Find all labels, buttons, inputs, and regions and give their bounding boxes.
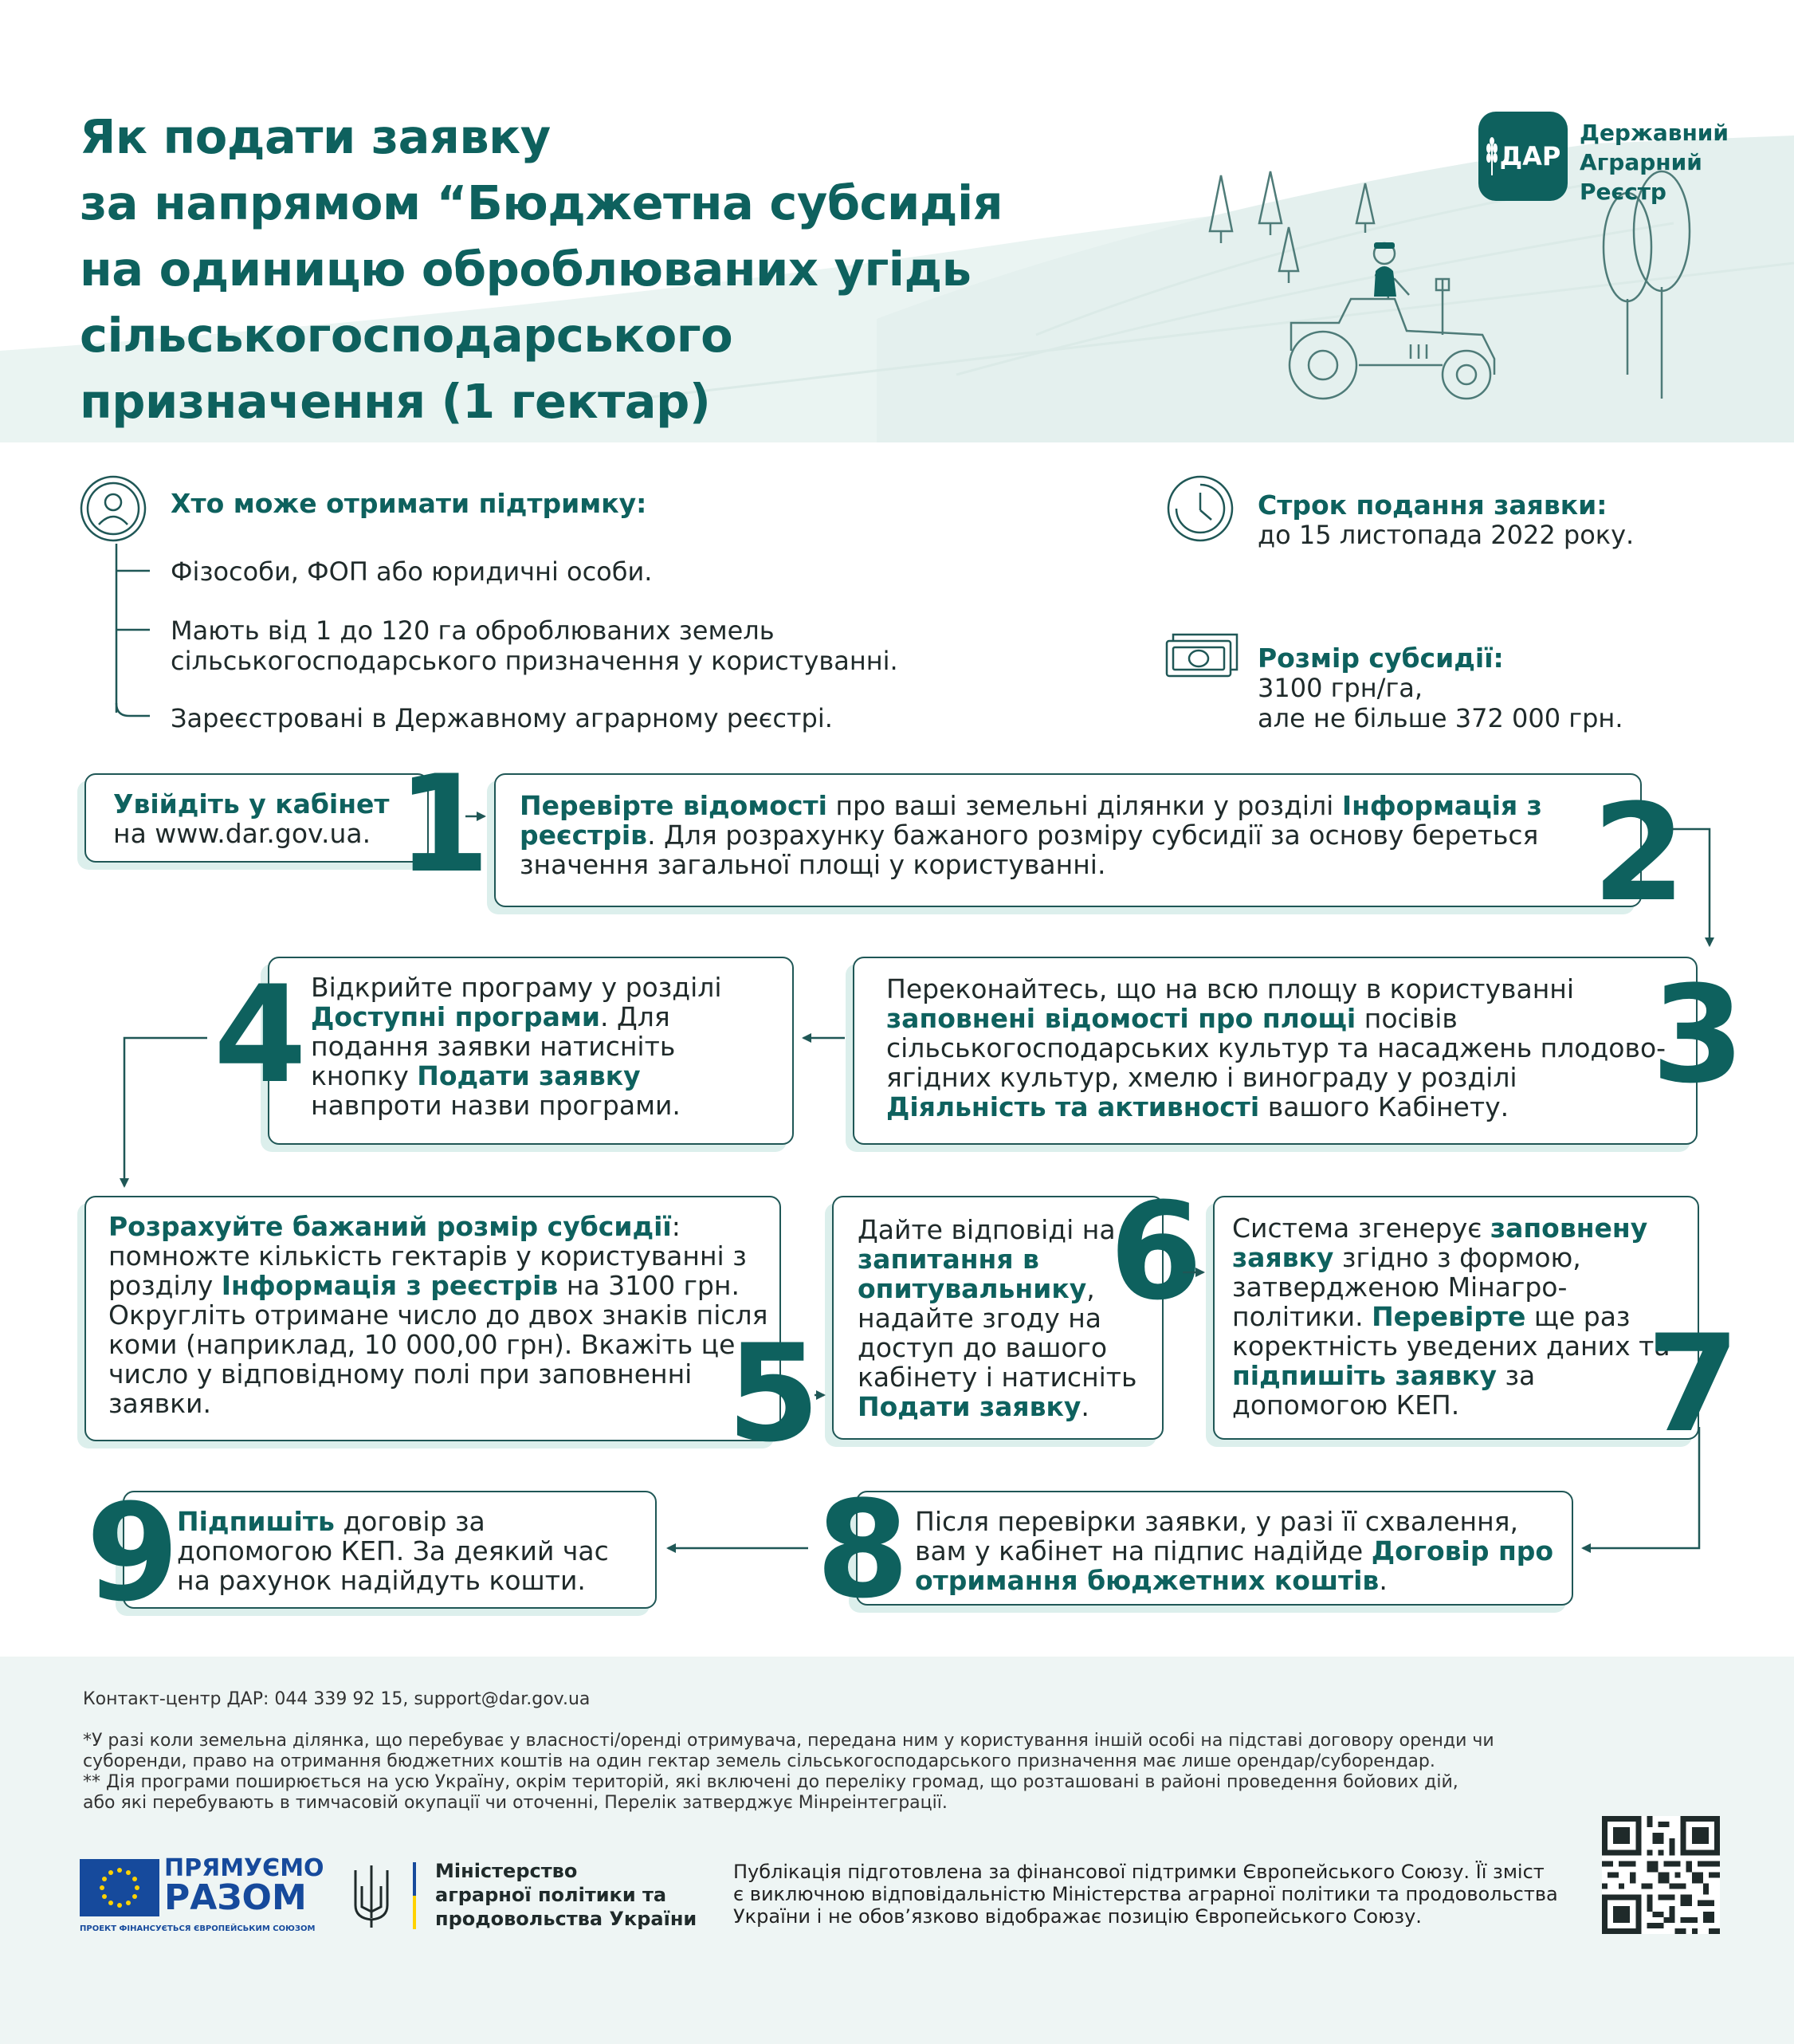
step-text-run: . Для подання заявки натисніть кнопку [311, 1001, 676, 1091]
step-text-run: Система згенерує [1232, 1213, 1490, 1244]
logo-name-line: Державний [1580, 120, 1729, 146]
step-text-bold: Подати заявку [858, 1391, 1082, 1422]
step-text-run: за допомогою КЕП. [1232, 1360, 1536, 1421]
step-text-run: , надайте згоду на доступ до вашого кабінету і натисніть [858, 1273, 1137, 1393]
step-6-text [858, 1215, 1144, 1421]
step-4-text [311, 973, 773, 1120]
step-text-bold: Договір про отримання бюджетних коштів [915, 1535, 1554, 1596]
deadline-heading: Строк подання заявки: [1258, 489, 1608, 521]
step-text-bold: запитання в опитувальнику [858, 1244, 1087, 1304]
step-2-number: 2 [1592, 775, 1686, 931]
money-icon [1164, 628, 1240, 679]
eu-logo-line1: ПРЯМУЄМО [164, 1854, 324, 1882]
qr-code[interactable] [1602, 1816, 1720, 1934]
step-7-number: 7 [1647, 1306, 1740, 1462]
step-text-run: Переконайтесь, що на всю площу в користуванні [886, 973, 1575, 1004]
deadline-value: до 15 листопада 2022 року. [1258, 520, 1635, 550]
eu-flag-icon [80, 1859, 159, 1916]
title-line: сільськогосподарського [80, 308, 733, 363]
disclaimer-line: є виключною відповідальністю Міністерства аграрної політики та продовольства [733, 1883, 1558, 1905]
step-text-run: Відкрийте програму у розділі [311, 972, 722, 1003]
eligibility-item: Зареєстровані в Державному аграрному реєстрі. [171, 703, 833, 733]
step-2-card [494, 773, 1642, 907]
step-text-run: ще раз коректність уведених даних та [1232, 1301, 1670, 1362]
subsidy-heading: Розмір субсидії: [1258, 643, 1504, 674]
step-text-bold: Підпишіть [177, 1506, 335, 1537]
eligibility-heading: Хто може отримати підтримку: [171, 488, 647, 519]
dar-logo-abbr: ДАР [1499, 141, 1561, 171]
ministry-line: Міністерство [435, 1860, 578, 1882]
step-4-number: 4 [214, 957, 307, 1113]
step-9-number: 9 [86, 1475, 179, 1631]
step-1-text [113, 789, 400, 848]
step-text-bold: підпишіть заявку [1232, 1360, 1497, 1391]
step-text-bold: Доступні програми [311, 1001, 600, 1032]
step-8-text [915, 1507, 1560, 1595]
step-text-run: . [1081, 1391, 1089, 1422]
title-line: призначення (1 гектар) [80, 374, 711, 429]
step-text-bold: Подати заявку [417, 1060, 641, 1091]
step-text-run: Дайте відповіді на [858, 1214, 1116, 1245]
step-6-number: 6 [1109, 1173, 1203, 1330]
step-text-bold: заповнені відомості про площі [886, 1003, 1356, 1034]
title-line: Як подати заявку [80, 109, 551, 164]
clock-icon [1165, 474, 1235, 544]
step-7-card [1213, 1196, 1699, 1440]
step-text-bold: Інформація з реєстрів [520, 790, 1542, 851]
step-3-text [886, 974, 1683, 1122]
step-text-bold: Перевірте відомості [520, 790, 827, 821]
page-title [80, 104, 1195, 434]
footnote-line: або які перебувають в тимчасовій окупації чи оточенні, Перелік затверджує Мінреінтеграції. [83, 1793, 948, 1813]
dar-logo-name [1580, 118, 1729, 206]
footnote-line: *У разі коли земельна ділянка, що перебуває у власності/оренді отримувача, передана ним у користування іншій особі на підставі договору оренди чи [83, 1731, 1494, 1751]
person-icon [78, 474, 148, 544]
step-text-run: Після перевірки заявки, у разі її схвалення, вам у кабінет на підпис надійде [915, 1506, 1519, 1566]
step-text-run: навпроти назви програми. [311, 1090, 681, 1121]
trident-icon [351, 1862, 392, 1929]
step-text-run: на www.dar.gov.ua. [113, 818, 371, 849]
step-text-run: посівів сільськогосподарських культур та насаджень плодово-ягідних культур, хмелю і винограду у розділі [886, 1003, 1666, 1093]
step-text-bold: заповнену заявку [1232, 1213, 1648, 1273]
step-text-run: на 3100 грн. Округліть отримане число до двох знаків після коми (наприклад, 10 000,00 грн). Вкажіть це число у відповідному полі при заповненні заявки. [108, 1270, 768, 1419]
logo-name-line: Реєстр [1580, 179, 1666, 205]
eligibility-tree-lines [112, 544, 159, 721]
step-text-bold: Увійдіть у кабінет [113, 788, 390, 820]
title-line: на одиницю оброблюваних угідь [80, 242, 972, 297]
ministry-line: аграрної політики та [435, 1884, 667, 1906]
subsidy-line: 3100 грн/га, [1258, 673, 1423, 703]
step-text-run: . Для розрахунку бажаного розміру субсидії за основу береться значення загальної площі у користуванні. [520, 820, 1539, 880]
ministry-name [435, 1859, 697, 1931]
step-3-card [853, 957, 1698, 1145]
disclaimer-line: Публікація підготовлена за фінансової підтримки Європейського Союзу. Її зміст [733, 1861, 1545, 1883]
step-text-bold: Перевірте [1372, 1301, 1526, 1332]
step-9-text [177, 1507, 647, 1595]
step-8-number: 8 [816, 1472, 909, 1628]
contact-center: Контакт-центр ДАР: 044 339 92 15, support@dar.gov.ua [83, 1689, 591, 1709]
eligibility-item: Фізособи, ФОП або юридичні особи. [171, 556, 653, 587]
step-4-card [268, 957, 794, 1145]
step-5-number: 5 [727, 1315, 820, 1472]
subsidy-line: але не більше 372 000 грн. [1258, 703, 1623, 733]
ministry-divider-yellow [413, 1896, 416, 1929]
footer [0, 1657, 1794, 2044]
eligibility-item: сільськогосподарського призначення у користуванні. [171, 646, 898, 676]
step-text-run: договір за допомогою КЕП. За деякий час на рахунок надійдуть кошти. [177, 1506, 609, 1596]
step-1-card [84, 773, 429, 863]
step-text-bold: Розрахуйте бажаний розмір субсидії [108, 1211, 672, 1242]
step-1-number: 1 [397, 746, 490, 902]
step-3-number: 3 [1651, 957, 1745, 1113]
ministry-line: продовольства України [435, 1908, 697, 1930]
step-7-text [1232, 1213, 1694, 1420]
step-text-bold: Інформація з реєстрів [221, 1270, 559, 1301]
title-line: за напрямом “Бюджетна субсидія [80, 175, 1003, 230]
step-5-text [108, 1212, 770, 1418]
step-text-bold: Діяльність та активності [886, 1091, 1260, 1122]
eligibility-item: Мають від 1 до 120 га оброблюваних земель [171, 615, 775, 646]
step-text-run: : помножте кількість гектарів у користуванні з розділу [108, 1211, 747, 1301]
step-text-run: вашого Кабінету. [1259, 1091, 1509, 1122]
eu-logo-line2: РАЗОМ [164, 1877, 307, 1918]
eu-logo-caption: ПРОЕКТ ФІНАНСУЄТЬСЯ ЄВРОПЕЙСЬКИМ СОЮЗОМ [80, 1924, 316, 1933]
step-text-run: про ваші земельні ділянки у розділі [826, 790, 1342, 821]
step-text-run: . [1379, 1565, 1388, 1596]
step-text-run: згідно з формою, затвердженою Мінагро-політики. [1232, 1242, 1581, 1332]
step-5-card [84, 1196, 781, 1441]
footnote-line: ** Дія програми поширюється на усю Україну, окрім територій, які включені до переліку громад, що розташовані в районі проведення бойових дій, [83, 1772, 1458, 1792]
step-2-text [520, 791, 1572, 879]
footnote-line: суборенди, право на отримання бюджетних коштів на один гектар земель сільськогосподарського призначення має лише орендар/суборендар. [83, 1751, 1435, 1771]
logo-name-line: Аграрний [1580, 149, 1702, 175]
step-9-card [123, 1491, 657, 1609]
step-8-card [856, 1491, 1573, 1606]
disclaimer-line: України і не обов’язково відображає позицію Європейського Союзу. [733, 1905, 1422, 1928]
